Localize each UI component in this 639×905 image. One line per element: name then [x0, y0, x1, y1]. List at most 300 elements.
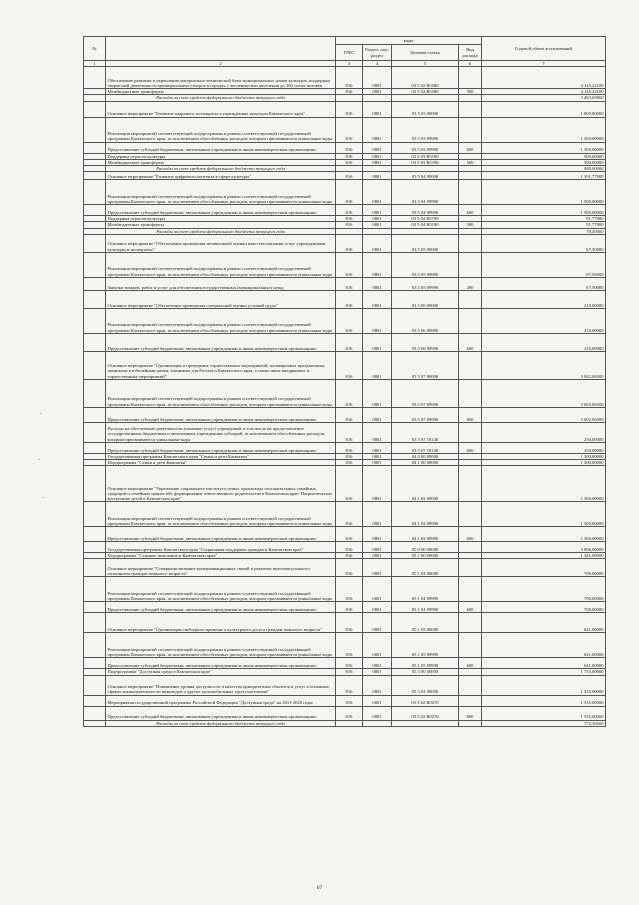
cell-grbs: 816 [336, 172, 363, 180]
cell-section: 0801 [363, 407, 392, 422]
cell-num [84, 67, 106, 89]
table-row [84, 117, 606, 142]
cell-section: 0801 [363, 308, 392, 333]
cell-name: Обеспечение развития и укрепления материально-технической базы муниципальных домов культуры, поддержка творческой деятельности муниципальных театров в городах с численностью населения до 300 тысяч человек [106, 67, 336, 89]
cell-amount: 1 500,00000 [482, 205, 606, 216]
cell-name: Основное мероприятие "Обеспечение проведения независимой оценки качества оказания услуг учреждениями культуры и экспертизы" [106, 234, 336, 252]
cell-section: 0801 [363, 669, 392, 675]
cell-section: 0801 [363, 222, 392, 228]
cell-num [84, 695, 106, 706]
cell-section: 0801 [363, 89, 392, 95]
cell-name: Реализация мероприятий соответствующей подпрограммы в рамках соответствующей государственной программы Камчатского края, за исключением обособленных расходов, которым присваиваются уникальные коды [106, 379, 336, 407]
cell-amount: 67,50000 [482, 234, 606, 252]
cell-type: 600 [459, 527, 482, 542]
table-row [84, 695, 606, 706]
cell-type: 600 [459, 602, 482, 613]
cell-grbs: 816 [336, 658, 363, 669]
cell-amount: 1 300,00000 [482, 117, 606, 142]
cell-target: 05 3 02 R0270 [392, 695, 459, 706]
header-index-3: 3 [336, 61, 363, 67]
cell-amount: 700,00000 [482, 602, 606, 613]
cell-target [392, 720, 459, 726]
cell-num [84, 527, 106, 542]
header-type: Вид расхода [459, 45, 482, 61]
cell-target: 03 5 06 09990 [392, 333, 459, 351]
cell-grbs: 816 [336, 460, 363, 466]
cell-grbs: 816 [336, 89, 363, 95]
table-row [84, 290, 606, 308]
header-amount: Годовой объем ассигнований [482, 37, 606, 61]
cell-name: Межбюджетные трансферты [106, 222, 336, 228]
cell-amount: 91,77900 [482, 222, 606, 228]
cell-section: 0801 [363, 159, 392, 165]
cell-num [84, 101, 106, 117]
cell-type [459, 252, 482, 277]
cell-name: Расходы на обеспечение деятельности (оказание услуг) учреждений, в том числе на предоставление государственным бюджетным и автономным учреждениям субсидий, за исключением обособленных расходов, которым присваиваются уникальные коды [106, 422, 336, 442]
cell-type [459, 502, 482, 527]
cell-type: 500 [459, 222, 482, 228]
cell-amount: 250,00000 [482, 422, 606, 442]
cell-num [84, 706, 106, 720]
cell-section: 0801 [363, 502, 392, 527]
cell-section: 0801 [363, 252, 392, 277]
cell-amount: 500,00000 [482, 159, 606, 165]
cell-num [84, 675, 106, 695]
cell-amount: 1 300,00000 [482, 142, 606, 153]
cell-section: 0801 [363, 658, 392, 669]
scan-speck [40, 413, 42, 414]
cell-type [459, 234, 482, 252]
cell-section [363, 720, 392, 726]
cell-num [84, 658, 106, 669]
table-row [84, 252, 606, 277]
cell-type [459, 172, 482, 180]
cell-target: 03 5 03 09990 [392, 117, 459, 142]
cell-grbs: 816 [336, 159, 363, 165]
cell-name: Предоставление субсидий бюджетным, автономным учреждениям и иным некоммерческим организациям [106, 442, 336, 453]
cell-num [84, 577, 106, 602]
table-row [84, 542, 606, 553]
cell-amount: 210,00000 [482, 290, 606, 308]
cell-name: Межбюджетные трансферты [106, 89, 336, 95]
header-section: Раздел, под-раздел [363, 45, 392, 61]
cell-target: 03 5 03 09990 [392, 142, 459, 153]
cell-section: 0801 [363, 180, 392, 205]
cell-name: Межбюджетные трансферты [106, 159, 336, 165]
header-index-4: 4 [363, 61, 392, 67]
cell-type [459, 422, 482, 442]
header-index-5: 5 [392, 61, 459, 67]
cell-grbs: 816 [336, 216, 363, 222]
cell-amount: 3 942,06500 [482, 351, 606, 379]
cell-name: Основное мероприятие "Развитие кадрового потенциала в учреждениях культуры Камчатского края" [106, 101, 336, 117]
header-index-1: 1 [84, 61, 106, 67]
cell-section: 0801 [363, 559, 392, 577]
cell-type [459, 675, 482, 695]
cell-grbs: 816 [336, 633, 363, 658]
cell-name: Основное мероприятие "Совершенствование коммуникационных связей и развитие интеллектуального потенциала граждан пожилого возраста" [106, 559, 336, 577]
cell-amount: 1 341,00000 [482, 553, 606, 559]
cell-grbs: 816 [336, 602, 363, 613]
cell-target: 03 5 04 00000 [392, 172, 459, 180]
table-row [84, 351, 606, 379]
table-row [84, 407, 606, 422]
cell-target: 05 1 04 00000 [392, 559, 459, 577]
cell-grbs: 816 [336, 706, 363, 720]
cell-grbs: 816 [336, 577, 363, 602]
cell-section: 0801 [363, 577, 392, 602]
cell-grbs: 816 [336, 101, 363, 117]
cell-grbs: 816 [336, 234, 363, 252]
cell-name: Подпрограмма "Семья и дети Камчатки" [106, 460, 336, 466]
cell-target: 05 1 05 09990 [392, 658, 459, 669]
cell-name: Реализация мероприятий соответствующей подпрограммы в рамках соответствующей государственной программы Камчатского края, за исключением обособленных расходов, которым присваиваются уникальные коды [106, 633, 336, 658]
cell-num [84, 442, 106, 453]
cell-num [84, 720, 106, 726]
cell-type: 600 [459, 333, 482, 351]
cell-section: 0801 [363, 101, 392, 117]
cell-type [459, 308, 482, 333]
cell-name: Подпрограмма "Доступная среда в Камчатском крае" [106, 669, 336, 675]
cell-section: 0801 [363, 172, 392, 180]
cell-grbs: 816 [336, 333, 363, 351]
cell-name: Предоставление субсидий бюджетным, автономным учреждениям и иным некоммерческим организациям [106, 333, 336, 351]
cell-grbs: 816 [336, 222, 363, 228]
cell-num [84, 277, 106, 290]
cell-target: 03 5 06 09990 [392, 308, 459, 333]
table-row [84, 142, 606, 153]
cell-num [84, 205, 106, 216]
cell-name: Предоставление субсидий бюджетным, автономным учреждениям и иным некоммерческим организациям [106, 407, 336, 422]
cell-amount: 3 463,05800 [482, 95, 606, 101]
table-row [84, 633, 606, 658]
cell-amount: 1 755,00000 [482, 669, 606, 675]
cell-section: 0801 [363, 153, 392, 159]
cell-section: 0801 [363, 234, 392, 252]
cell-target: 03 5 07 09990 [392, 379, 459, 407]
cell-target: 03 5 05 00000 [392, 234, 459, 252]
table-row [84, 277, 606, 290]
cell-name: Предоставление субсидий бюджетным, автономным учреждениям и иным некоммерческим организациям [106, 205, 336, 216]
cell-name: Предоставление субсидий бюджетным, автономным учреждениям и иным некоммерческим организациям [106, 706, 336, 720]
cell-amount: 210,00000 [482, 333, 606, 351]
header-index-7: 7 [482, 61, 606, 67]
table-header [84, 37, 606, 67]
cell-amount: 641,00000 [482, 658, 606, 669]
cell-name: Основное мероприятие "Повышение уровня доступности и качества приоритетных объектов и услуг в основных сферах жизнедеятельности инвалидов и других маломобильных групп населения" [106, 675, 336, 695]
cell-target: 04 1 02 09990 [392, 527, 459, 542]
cell-grbs: 816 [336, 695, 363, 706]
cell-target: 04 1 00 00000 [392, 460, 459, 466]
cell-section: 0801 [363, 333, 392, 351]
cell-grbs: 816 [336, 277, 363, 290]
cell-name: Поддержка отрасли культуры [106, 153, 336, 159]
cell-num [84, 407, 106, 422]
cell-target: 03 5 04 R5190 [392, 222, 459, 228]
cell-type [459, 577, 482, 602]
cell-grbs: 816 [336, 675, 363, 695]
cell-amount: 772,36000 [482, 720, 606, 726]
cell-amount: 4 145,22100 [482, 89, 606, 95]
cell-amount: 210,00000 [482, 308, 606, 333]
table-row [84, 172, 606, 180]
cell-target: 03 5 02 R5580 [392, 67, 459, 89]
cell-num [84, 422, 106, 442]
cell-target: 03 5 03 R5190 [392, 153, 459, 159]
cell-section: 0801 [363, 542, 392, 553]
cell-grbs: 816 [336, 205, 363, 216]
cell-num [84, 308, 106, 333]
cell-grbs: 816 [336, 527, 363, 542]
cell-target: 03 5 03 R5190 [392, 159, 459, 165]
cell-num [84, 502, 106, 527]
cell-section: 0801 [363, 67, 392, 89]
table-row [84, 234, 606, 252]
table-body [84, 67, 606, 727]
cell-section: 0801 [363, 442, 392, 453]
cell-type: 600 [459, 442, 482, 453]
cell-type [459, 633, 482, 658]
cell-grbs: 816 [336, 669, 363, 675]
cell-amount: 1 500,00000 [482, 180, 606, 205]
cell-num [84, 142, 106, 153]
table-row [84, 180, 606, 205]
cell-type: 600 [459, 142, 482, 153]
cell-grbs: 816 [336, 407, 363, 422]
header-index-6: 6 [459, 61, 482, 67]
table-row [84, 422, 606, 442]
cell-section: 0801 [363, 117, 392, 142]
table-row [84, 658, 606, 669]
cell-type [459, 67, 482, 89]
cell-name: Государственная программа Камчатского края "Семья и дети Камчатки" [106, 453, 336, 459]
cell-num [84, 117, 106, 142]
table-row [84, 559, 606, 577]
cell-num [84, 466, 106, 502]
cell-grbs: 816 [336, 559, 363, 577]
cell-type: 600 [459, 205, 482, 216]
cell-num [84, 351, 106, 379]
cell-amount: 67,50000 [482, 252, 606, 277]
cell-target: 03 5 05 09990 [392, 252, 459, 277]
scan-speck [42, 497, 44, 498]
cell-num [84, 559, 106, 577]
cell-grbs: 816 [336, 351, 363, 379]
cell-section: 0801 [363, 602, 392, 613]
cell-target: 04 1 02 00000 [392, 466, 459, 502]
cell-grbs: 816 [336, 613, 363, 633]
cell-name: Поддержка отрасли культуры [106, 216, 336, 222]
cell-name: Расходы за счет средств федерального бюджета текущего года [106, 720, 336, 726]
table-row [84, 379, 606, 407]
cell-name: Предоставление субсидий бюджетным, автономным учреждениям и иным некоммерческим организациям [106, 527, 336, 542]
cell-name: Реализация мероприятий соответствующей подпрограммы в рамках соответствующей государственной программы Камчатского края, за исключением обособленных расходов, которым присваиваются уникальные коды [106, 502, 336, 527]
cell-grbs: 816 [336, 466, 363, 502]
cell-grbs: 816 [336, 252, 363, 277]
cell-name: Основное мероприятие "Развитие цифрового контента в сфере культуры" [106, 172, 336, 180]
cell-section: 0801 [363, 633, 392, 658]
cell-target: 03 5 05 09990 [392, 277, 459, 290]
cell-grbs: 816 [336, 67, 363, 89]
cell-target: 05 1 00 00000 [392, 553, 459, 559]
cell-target: 03 5 02 R5580 [392, 89, 459, 95]
cell-target: 05 3 02 R0270 [392, 706, 459, 720]
cell-name: Мероприятия государственной программы Российской Федерации "Доступная среда" на 2011-2020 годы [106, 695, 336, 706]
header-num: № [84, 37, 106, 61]
cell-type: 500 [459, 159, 482, 165]
budget-allocation-table [83, 36, 606, 727]
cell-target: 03 5 04 09990 [392, 205, 459, 216]
cell-section: 0801 [363, 290, 392, 308]
cell-target: 05 3 00 00000 [392, 669, 459, 675]
cell-num [84, 613, 106, 633]
cell-name: Государственная программа Камчатского края "Социальная поддержка граждан в Камчатском крае" [106, 542, 336, 553]
cell-grbs: 816 [336, 142, 363, 153]
table-row [84, 706, 606, 720]
cell-section: 0801 [363, 553, 392, 559]
cell-amount: 641,00000 [482, 613, 606, 633]
cell-amount: 1 535,00000 [482, 675, 606, 695]
cell-amount: 1 300,00000 [482, 527, 606, 542]
cell-section: 0801 [363, 142, 392, 153]
header-name [106, 37, 336, 61]
cell-target: 05 1 05 00000 [392, 613, 459, 633]
cell-name: Реализация мероприятий соответствующей подпрограммы в рамках соответствующей государственной программы Камчатского края, за исключением обособленных расходов, которым присваиваются уникальные коды [106, 180, 336, 205]
cell-target: 03 5 04 09990 [392, 180, 459, 205]
cell-num [84, 252, 106, 277]
cell-amount: 67,50000 [482, 277, 606, 290]
header-codes: коды [336, 37, 482, 45]
table-row [84, 442, 606, 453]
cell-name: Реализация мероприятий соответствующей подпрограммы в рамках соответствующей государственной программы Камчатского края, за исключением обособленных расходов, которым присваиваются уникальные коды [106, 577, 336, 602]
cell-amount: 1 535,00000 [482, 695, 606, 706]
table-row [84, 308, 606, 333]
cell-target: 05 0 00 00000 [392, 542, 459, 553]
cell-grbs: 816 [336, 502, 363, 527]
cell-section: 0801 [363, 205, 392, 216]
cell-amount: 500,00000 [482, 153, 606, 159]
cell-name: Предоставление субсидий бюджетным, автономным учреждениям и иным некоммерческим организациям [106, 142, 336, 153]
cell-section: 0801 [363, 379, 392, 407]
cell-type [459, 180, 482, 205]
cell-amount: 78,50000 [482, 228, 606, 234]
cell-name: Предоставление субсидий бюджетным, автономным учреждениям и иным некоммерческим организациям [106, 658, 336, 669]
cell-type [459, 695, 482, 706]
cell-amount: 1 591,77900 [482, 172, 606, 180]
table-row [84, 613, 606, 633]
table-row [84, 675, 606, 695]
cell-num [84, 633, 106, 658]
cell-type [459, 101, 482, 117]
cell-num [84, 542, 106, 553]
cell-amount: 1 300,00000 [482, 502, 606, 527]
budget-table-container [83, 36, 605, 727]
cell-grbs: 816 [336, 453, 363, 459]
cell-section: 0801 [363, 277, 392, 290]
cell-grbs: 816 [336, 117, 363, 142]
cell-name: Основное мероприятие "Организация свободного времени и культурного досуга граждан пожилого возраста" [106, 613, 336, 633]
cell-grbs: 816 [336, 180, 363, 205]
table-row [84, 527, 606, 542]
cell-amount: 700,00000 [482, 577, 606, 602]
cell-section: 0801 [363, 466, 392, 502]
cell-name: Расходы за счет средств федерального бюджета текущего года [106, 166, 336, 172]
cell-name: Предоставление субсидий бюджетным, автономным учреждениям и иным некоммерческим организациям [106, 602, 336, 613]
table-row [84, 502, 606, 527]
cell-amount: 4 145,22100 [482, 67, 606, 89]
header-target: Целевая статья [392, 45, 459, 61]
table-row [84, 67, 606, 89]
cell-section: 0801 [363, 613, 392, 633]
cell-type: 500 [459, 89, 482, 95]
cell-type [459, 542, 482, 553]
cell-type [459, 379, 482, 407]
cell-type [459, 351, 482, 379]
cell-amount: 1 800,00000 [482, 101, 606, 117]
cell-grbs: 816 [336, 308, 363, 333]
cell-amount: 700,00000 [482, 559, 606, 577]
cell-section: 0801 [363, 460, 392, 466]
cell-section: 0801 [363, 695, 392, 706]
cell-amount: 1 535,00000 [482, 706, 606, 720]
cell-grbs: 816 [336, 442, 363, 453]
cell-target: 04 0 00 00000 [392, 453, 459, 459]
table-row [84, 602, 606, 613]
cell-section: 0801 [363, 351, 392, 379]
cell-grbs: 816 [336, 153, 363, 159]
cell-amount: 91,77900 [482, 216, 606, 222]
table-row [84, 466, 606, 502]
cell-target: 03 5 07 00000 [392, 351, 459, 379]
cell-amount: 3 692,06500 [482, 379, 606, 407]
cell-target: 03 5 06 00000 [392, 290, 459, 308]
cell-type [459, 117, 482, 142]
page-number: 67 [316, 885, 323, 891]
cell-section: 0801 [363, 422, 392, 442]
cell-type: 200 [459, 277, 482, 290]
cell-name: Основное мероприятие "Организация и проведение торжественных мероприятий, посвященных праздничным, памятным и юбилейным датам, значимым для России и Камчатского края, а также иных внедряемых и торжественных мероприятий" [106, 351, 336, 379]
cell-grbs: 816 [336, 553, 363, 559]
cell-target: 03 5 07 10140 [392, 442, 459, 453]
cell-section: 0801 [363, 527, 392, 542]
cell-name: Реализация мероприятий соответствующей подпрограммы в рамках соответствующей государственной программы Камчатского края, за исключением обособленных расходов, которым присваиваются уникальные коды [106, 117, 336, 142]
cell-name: Расходы за счет средств федерального бюджета текущего года [106, 95, 336, 101]
cell-target: 03 5 03 00000 [392, 101, 459, 117]
cell-section: 0801 [363, 216, 392, 222]
cell-type [459, 466, 482, 502]
cell-section: 0801 [363, 453, 392, 459]
cell-amount: 1 300,00000 [482, 453, 606, 459]
cell-name: Реализация мероприятий соответствующей подпрограммы в рамках соответствующей государственной программы Камчатского края, за исключением обособленных расходов, которым присваиваются уникальные коды [106, 308, 336, 333]
cell-grbs: 816 [336, 422, 363, 442]
cell-type [459, 613, 482, 633]
cell-num [84, 172, 106, 180]
cell-type [459, 559, 482, 577]
table-row [84, 333, 606, 351]
cell-name: Закупка товаров, работ и услуг для обеспечения государственных (муниципальных) нужд [106, 277, 336, 290]
table-row-federal-note [84, 720, 606, 726]
cell-amount: 1 300,00000 [482, 466, 606, 502]
cell-amount: 1 300,00000 [482, 460, 606, 466]
cell-num [84, 290, 106, 308]
cell-name: Подпрограмма "Старшее поколение в Камчатском крае" [106, 553, 336, 559]
cell-target: 03 5 04 R5190 [392, 216, 459, 222]
cell-amount: 3 096,00000 [482, 542, 606, 553]
cell-name: Реализация мероприятий соответствующей подпрограммы в рамках соответствующей государственной программы Камчатского края, за исключением обособленных расходов, которым присваиваются уникальные коды [106, 252, 336, 277]
cell-target: 05 1 04 09990 [392, 602, 459, 613]
cell-type: 600 [459, 658, 482, 669]
cell-grbs: 816 [336, 290, 363, 308]
